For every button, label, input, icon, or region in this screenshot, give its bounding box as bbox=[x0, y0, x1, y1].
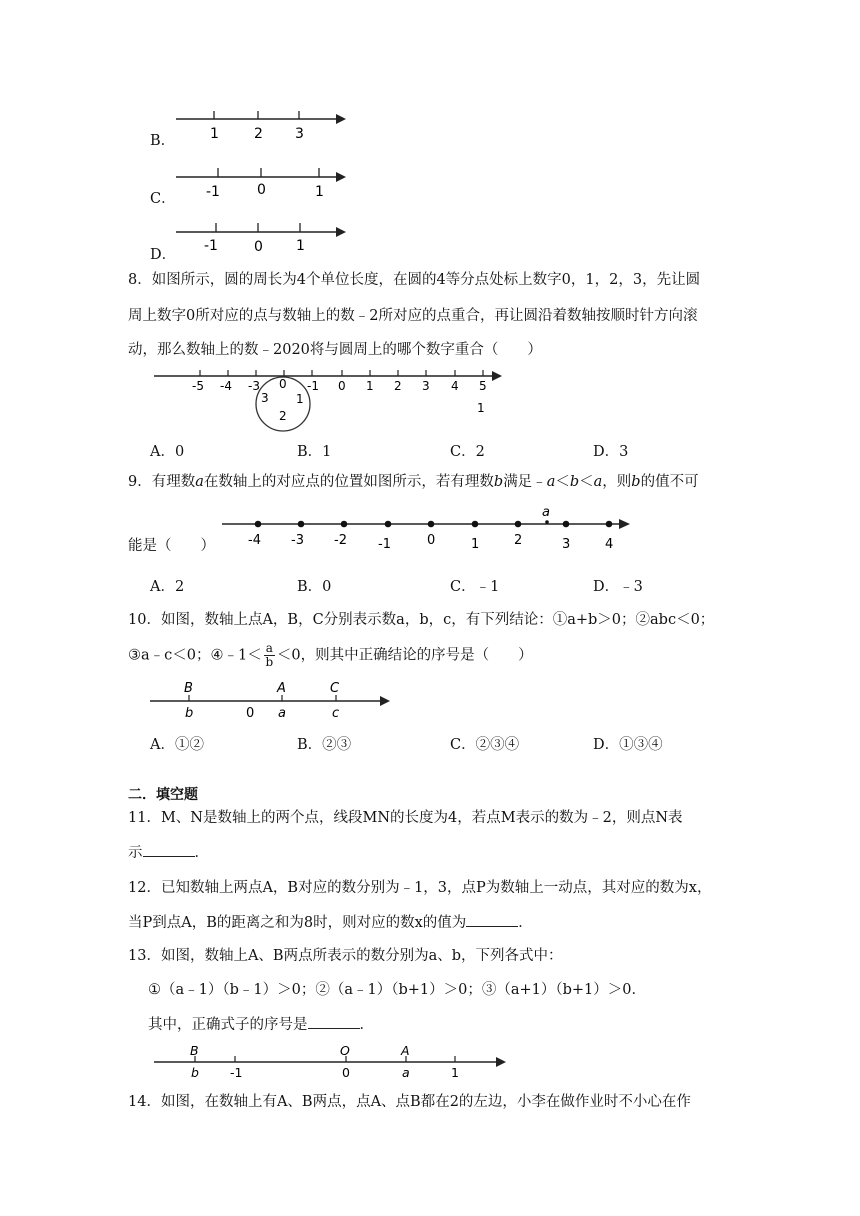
tick-label: 1 bbox=[296, 238, 305, 254]
tick-label: 0 bbox=[257, 182, 266, 198]
q10-option-b[interactable]: B．②③ bbox=[297, 737, 352, 753]
point-label-lower: -1 bbox=[230, 1065, 243, 1080]
q9-option-d[interactable]: D．﹣3 bbox=[593, 579, 643, 595]
tick-label: 0 bbox=[279, 377, 287, 391]
option-c-number-line bbox=[172, 160, 352, 200]
q8-option-c[interactable]: C．2 bbox=[450, 444, 485, 460]
option-d-number-line bbox=[172, 216, 352, 256]
circle-digit: 2 bbox=[279, 409, 287, 423]
point-label-upper: B bbox=[184, 681, 193, 696]
tick-label: 5 bbox=[479, 379, 487, 393]
point-label-upper: O bbox=[340, 1043, 350, 1058]
tick-label: -3 bbox=[291, 533, 304, 548]
option-b-number-line bbox=[172, 104, 352, 144]
answer-blank bbox=[308, 1014, 360, 1029]
tick-label: 0 bbox=[338, 379, 346, 393]
below-axis-label: 1 bbox=[477, 401, 485, 415]
q10-line-2: ③a﹣c＜0；④﹣1＜ $\frac{a}{b}$ ＜0，则其中正确结论的序号是（ ） bbox=[128, 641, 533, 669]
tick-label: 2 bbox=[394, 379, 402, 393]
q8-line-1: 8．如图所示，圆的周长为4个单位长度，在圆的4等分点处标上数字0，1，2，3，先让圆 bbox=[128, 272, 701, 288]
q11-line-2: 示 ． bbox=[128, 842, 209, 863]
tick-label: -3 bbox=[248, 379, 260, 393]
q9-number-line-figure bbox=[218, 502, 638, 552]
tick-label: 2 bbox=[254, 126, 263, 142]
q9-line-1: 9．有理数a在数轴上的对应点的位置如图所示，若有理数b满足﹣a＜b＜a，则b的值不可 bbox=[128, 474, 699, 490]
answer-blank bbox=[143, 842, 195, 857]
q13-line-3: 其中，正确式子的序号是 ． bbox=[148, 1014, 374, 1035]
tick-label: 3 bbox=[295, 126, 304, 142]
point-label-lower: b bbox=[191, 1065, 199, 1080]
q8-option-a[interactable]: A．0 bbox=[150, 444, 185, 460]
q13-line-1: 13．如图，数轴上A、B两点所表示的数分别为a、b，下列各式中： bbox=[128, 948, 563, 964]
q11-line-1: 11．M、N是数轴上的两个点，线段MN的长度为4，若点M表示的数为﹣2，则点N表 bbox=[128, 810, 683, 826]
q10-option-a[interactable]: A．①② bbox=[150, 737, 204, 753]
tick-label: 1 bbox=[210, 126, 219, 142]
tick-label: 4 bbox=[605, 537, 614, 552]
tick-label: 0 bbox=[427, 533, 436, 548]
q10-line-1: 10．如图，数轴上点A，B，C分别表示数a，b，c，有下列结论：①a+b＞0；②abc＜0； bbox=[128, 612, 715, 628]
q8-option-b[interactable]: B．1 bbox=[297, 444, 332, 460]
tick-label: -2 bbox=[334, 533, 347, 548]
point-label-upper: B bbox=[190, 1043, 199, 1058]
tick-label: -1 bbox=[204, 238, 218, 254]
tick-label: 1 bbox=[366, 379, 374, 393]
section-title: 二．填空题 bbox=[128, 787, 198, 803]
q13-number-line-figure bbox=[150, 1042, 515, 1082]
tick-label: 3 bbox=[562, 537, 571, 552]
point-label-upper: C bbox=[330, 681, 340, 696]
tick-label: -1 bbox=[206, 184, 220, 200]
q10-option-d[interactable]: D．①③④ bbox=[593, 737, 663, 753]
point-label-lower: a bbox=[278, 706, 286, 721]
circle-digit: 3 bbox=[261, 391, 269, 405]
q8-line-2: 周上数字0所对应的点与数轴上的数﹣2所对应的点重合，再让圆沿着数轴按顺时针方向滚 bbox=[128, 308, 698, 324]
q13-line-2: ①（a﹣1）（b﹣1）＞0；②（a﹣1）（b+1）＞0；③（a+1）（b+1）＞0． bbox=[148, 982, 647, 998]
q12-line-1: 12．已知数轴上两点A，B对应的数分别为﹣1，3，点P为数轴上一动点，其对应的数为x， bbox=[128, 880, 712, 896]
point-label-lower: 0 bbox=[246, 706, 255, 721]
tick-label: 3 bbox=[422, 379, 430, 393]
answer-blank bbox=[466, 912, 518, 927]
point-label-lower: a bbox=[402, 1065, 410, 1080]
fraction-a-over-b: $\frac{a}{b}$ bbox=[265, 641, 274, 669]
q10-number-line-figure bbox=[146, 676, 396, 724]
q9-line-2: 能是（ ） bbox=[128, 538, 215, 554]
tick-label: 1 bbox=[315, 184, 324, 200]
point-label-lower: b bbox=[185, 706, 194, 721]
point-label-upper: A bbox=[277, 681, 286, 696]
option-b-label[interactable]: B． bbox=[150, 133, 176, 149]
tick-label: -4 bbox=[220, 379, 232, 393]
tick-label: -4 bbox=[248, 533, 261, 548]
option-d-label[interactable]: D． bbox=[150, 247, 177, 263]
tick-label: 2 bbox=[514, 533, 523, 548]
point-label-lower: 1 bbox=[451, 1065, 459, 1080]
q14-line-1: 14．如图，在数轴上有A、B两点，点A、点B都在2的左边，小李在做作业时不小心在作 bbox=[128, 1094, 691, 1110]
q10-option-c[interactable]: C．②③④ bbox=[450, 737, 520, 753]
tick-label: -1 bbox=[378, 537, 391, 552]
tick-label: -5 bbox=[192, 379, 204, 393]
tick-label: 1 bbox=[471, 537, 480, 552]
tick-label: 0 bbox=[254, 239, 263, 255]
q8-option-d[interactable]: D．3 bbox=[593, 444, 629, 460]
tick-label: -1 bbox=[307, 379, 319, 393]
q8-line-3: 动，那么数轴上的数﹣2020将与圆周上的哪个数字重合（ ） bbox=[128, 342, 542, 358]
option-c-label[interactable]: C． bbox=[150, 191, 176, 207]
tick-label: 4 bbox=[451, 379, 459, 393]
circle-digit: 1 bbox=[296, 392, 304, 406]
q9-option-a[interactable]: A．2 bbox=[150, 579, 185, 595]
point-label-lower: c bbox=[332, 706, 340, 721]
point-a-label: a bbox=[542, 505, 550, 520]
q12-line-2: 当P到点A，B的距离之和为8时，则对应的数x的值为 ． bbox=[128, 912, 533, 933]
point-label-upper: A bbox=[401, 1043, 410, 1058]
q9-option-c[interactable]: C．﹣1 bbox=[450, 579, 500, 595]
point-label-lower: 0 bbox=[342, 1065, 350, 1080]
q9-option-b[interactable]: B．0 bbox=[297, 579, 332, 595]
